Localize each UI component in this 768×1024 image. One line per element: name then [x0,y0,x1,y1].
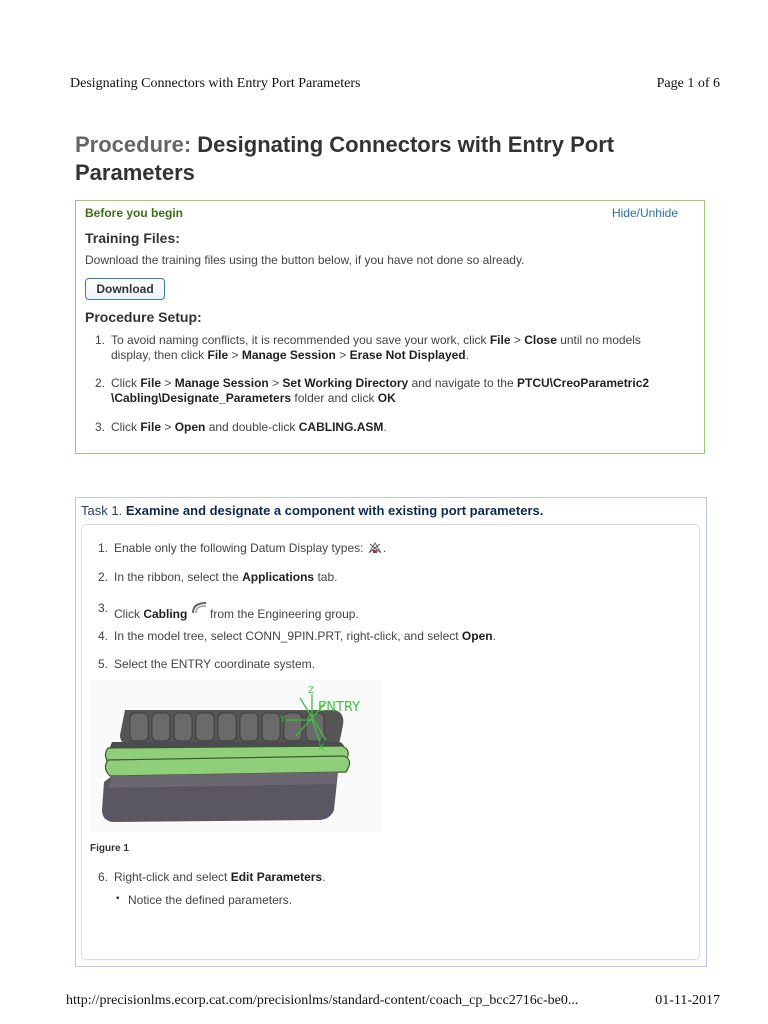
step-number: 1. [94,333,105,347]
step-text: Right-click and select [114,870,231,884]
step-number: 3. [97,601,108,615]
task-title-text: Examine and designate a component with existing port parameters. [125,503,544,518]
axis-z-label: Z [308,686,315,696]
training-files-text: Download the training files using the button below, if you have not done so already. [85,253,525,267]
step-text: To avoid naming conflicts, it is recommended you save your work, click [111,333,490,347]
entry-label: ENTRY [318,700,361,715]
bullet-item: ▪ Notice the defined parameters. [128,893,292,907]
figure-caption: Figure 1 [90,843,129,854]
step-text: Enable only the following Datum Display types: [114,541,364,555]
step-bold: File [489,333,511,347]
before-you-begin-box: Before you begin Hide/Unhide Training Files: Download the training files using the button below, if you have not done so already. Download Procedure Setup: 1. To avoid naming conflicts, it is recommended you save your work, click File > Close until no models display, then click File > Manage Session > Erase Not Displayed. 2. Click File > Manage Session > Set Working Directory and navigate to the PTCU\CreoParametric2 \Cabling\Designate_Parameters folder and click OK 3. Click File > Open and double-click CABLING.ASM. [75,200,705,454]
title-text: Designating Connectors with Entry Port Parameters [75,132,615,185]
step-bold: File [207,348,229,362]
step-number: 5. [97,657,108,671]
step-text: tab. [314,570,338,584]
footer-date: 01-11-2017 [655,993,720,1008]
task-title [81,503,543,518]
datum-display-icon [367,541,383,555]
page-title [75,131,715,187]
step-bold: CABLING.ASM [298,420,384,434]
axis-y-label: Y [280,715,286,725]
step-bold: Close [524,333,557,347]
step-bold: Cabling [143,607,188,621]
step-bold: File [140,376,162,390]
title-prefix: Procedure: [75,132,192,157]
download-button[interactable]: Download [85,278,165,300]
step-text: from the Engineering group. [206,607,359,621]
header-page-number: Page 1 of 6 [656,76,720,91]
cabling-icon [191,601,207,615]
axis-x-label: X [318,743,325,753]
step-text: Click [111,420,141,434]
step-bold: Erase Not Displayed [349,348,466,362]
step-number: 3. [94,420,105,434]
hide-unhide-link[interactable]: Hide/Unhide [611,206,678,220]
step-text: until no models [556,333,641,347]
step-bold: Open [174,420,206,434]
step-bold: PTCU\CreoParametric2 [516,376,650,390]
step-text: In the ribbon, select the [114,570,243,584]
step-bold: OK [377,391,396,405]
step-number: 2. [94,376,105,390]
step-text: Click [114,607,144,621]
step-bold: Applications [242,570,315,584]
step-text: and navigate to the [408,376,517,390]
step-text: folder and click [291,391,378,405]
step-number: 6. [97,870,108,884]
step-number: 2. [97,570,108,584]
header-doc-title: Designating Connectors with Entry Port Parameters [70,76,361,91]
step-text: Select the ENTRY coordinate system. [114,657,315,671]
task-label: Task 1. [81,503,123,518]
training-files-heading: Training Files: [85,230,180,246]
before-heading: Before you begin [85,206,184,220]
figure-1-image [90,680,381,832]
step-text: display, then click [111,348,208,362]
step-bold: Open [461,629,493,643]
step-bold: Manage Session [241,348,336,362]
step-bold: Manage Session [174,376,269,390]
step-bold: Edit Parameters [230,870,323,884]
step-text: and double-click [205,420,299,434]
step-number: 1. [97,541,108,555]
step-text: In the model tree, select CONN_9PIN.PRT, right-click, and select [114,629,462,643]
step-bold: \Cabling\Designate_Parameters [111,391,292,405]
procedure-setup-heading: Procedure Setup: [85,309,202,325]
step-number: 4. [97,629,108,643]
step-bold: Set Working Directory [282,376,409,390]
step-text: Click [111,376,141,390]
step-bold: File [140,420,162,434]
footer-url: http://precisionlms.ecorp.cat.com/precisionlms/standard-content/coach_cp_bcc2716c-be0... [66,993,579,1008]
